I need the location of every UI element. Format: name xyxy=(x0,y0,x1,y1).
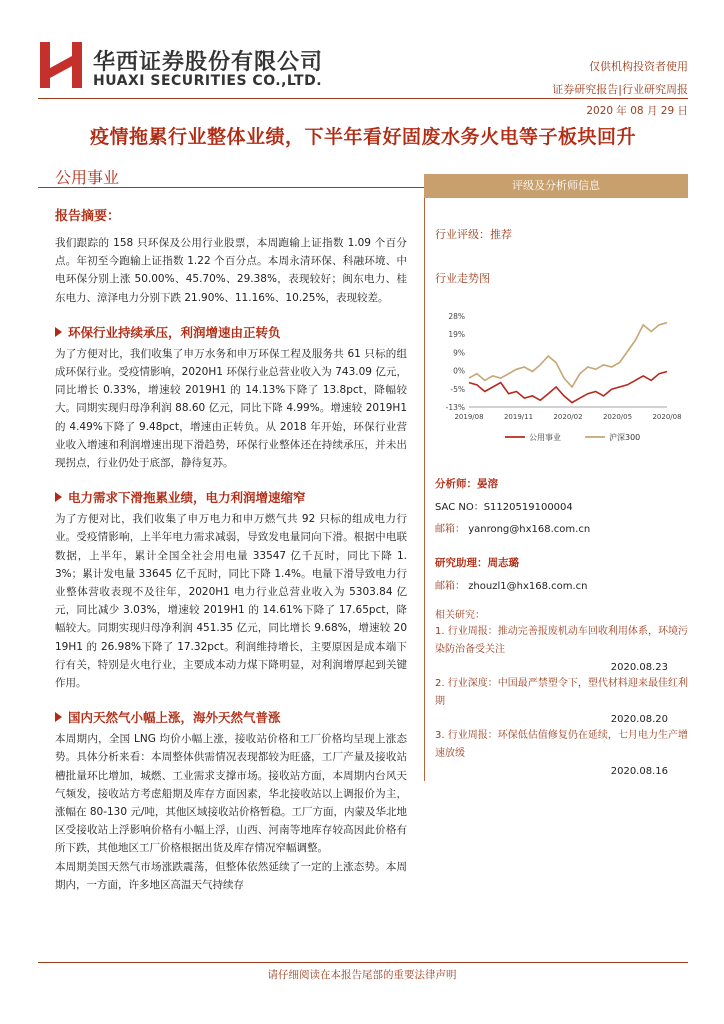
analyst-email[interactable]: yanrong@hx168.com.cn xyxy=(468,524,591,535)
sidebar xyxy=(424,174,688,781)
section-heading xyxy=(55,488,407,506)
y-tick-label: -13% xyxy=(445,403,465,412)
y-tick-label: -5% xyxy=(450,384,465,394)
related-item-date: 2020.08.20 xyxy=(610,714,668,725)
section-title-text: 国内天然气小幅上涨，海外天然气普涨 xyxy=(68,710,281,726)
y-tick-label: 19% xyxy=(448,330,465,340)
section-heading xyxy=(55,323,407,341)
summary-title: 报告摘要： xyxy=(55,209,121,224)
y-tick-label: 9% xyxy=(453,348,465,358)
analyst-email-row xyxy=(435,520,688,535)
related-item[interactable]: 2. 行业深度：中国最严禁塑令下，塑代材料迎来最佳红利期 xyxy=(435,678,688,707)
y-tick-label: 0% xyxy=(453,366,465,376)
rating-box xyxy=(424,174,688,458)
legend-label: 沪深300 xyxy=(609,433,641,442)
email-label: 邮箱： xyxy=(435,524,465,535)
x-tick-label: 2020/08 xyxy=(652,413,682,421)
report-date: 2020 年 08 月 29 日 xyxy=(586,105,688,117)
related-research-title: 相关研究： xyxy=(435,610,485,621)
section-body: 为了方便对比，我们收集了申万水务和申万环保工程及服务共 61 只标的组成环保行业。受疫情影响，2020H1 环保行业总营业收入为 743.09 亿元，同比增长 0.33%，增速较 2019H1 的 14.13%下降了 13.8pct，降幅较大。同期实现归母净利润 88.60 亿元，同比下降 4.99%。增速较 2019H1 的 4.49%下降了 9.48pct，增速由正转负。从 2018 年开始，环保行业营业收入增速和利润增速出现下滑趋势，环保行业整体还在持续承压，并未出现拐点，行业仍处于底部，静待复苏。 xyxy=(55,347,407,470)
footer-divider xyxy=(38,962,688,963)
related-item-date: 2020.08.16 xyxy=(610,766,668,777)
email-label: 邮箱： xyxy=(435,581,465,592)
header-divider xyxy=(38,98,688,99)
section-title-text: 电力需求下滑拖累业绩，电力利润增速缩窄 xyxy=(68,490,306,506)
assistant-email-row xyxy=(435,577,688,592)
report-type: 证券研究报告|行业研究周报 xyxy=(552,83,688,96)
legend-label: 公用事业 xyxy=(529,433,561,442)
section-title-text: 环保行业持续承压，利润增速由正转负 xyxy=(68,324,281,340)
audience-note: 仅供机构投资者使用 xyxy=(589,60,688,73)
summary-intro: 我们跟踪的 158 只环保及公用行业股票，本周跑输上证指数 1.09 个百分点。年初至今跑输上证指数 1.22 个百分点。本周永清环保、科融环境、中电环保分别上涨 50.00%、45.70%、29.38%，表现较好；闽东电力、桂东电力、漳泽电力分别下跌 21.90%、11.16%、10.25%，表现较差。 xyxy=(55,237,407,304)
assistant-name: 研究助理：周志璐 xyxy=(435,557,519,569)
trend-chart xyxy=(435,296,687,446)
x-tick-label: 2019/08 xyxy=(454,413,484,421)
related-item[interactable]: 1. 行业周报：推动完善报废机动车回收利用体系，环境污染防治备受关注 xyxy=(435,626,688,655)
related-item-date: 2020.08.23 xyxy=(610,662,668,673)
series-line-公用事业 xyxy=(469,372,667,403)
report-title: 疫情拖累行业整体业绩，下半年看好固废水务火电等子板块回升 xyxy=(89,126,636,148)
sector-name: 公用事业 xyxy=(55,168,120,187)
summary-column xyxy=(55,205,407,894)
rating-box-title: 评级及分析师信息 xyxy=(424,174,688,198)
section-heading xyxy=(55,708,407,726)
trend-chart-title: 行业走势图 xyxy=(435,272,490,285)
triangle-bullet-icon xyxy=(55,712,62,722)
legal-notice: 请仔细阅读在本报告尾部的重要法律声明 xyxy=(267,969,457,981)
section-body: 本周期内，全国 LNG 均价小幅上涨，接收站价格和工厂价格均呈现上涨态势。具体分析来看：本周整体供需情况表现都较为旺盛，工厂产量及接收站槽批量环比增加，城燃、工业需求支撑市场。接收站方面，本周期内台风天气频发，接收站方考虑船期及库存方面因素，华北接收站以上调报价为主，涨幅在 80-130 元/吨，其他区域接收站价格暂稳。工厂方面，内蒙及华北地区受接收站上浮影响价格有小幅上浮，山西、河南等地库存较高因此价格有所下跌，其他地区工厂价格根据出货及库存情况窄幅调整。 本周期美国天然气市场涨跌震荡，但整体依然延续了一定的上涨态势。本周期内，一方面，许多地区高温天气持续存 xyxy=(55,733,407,891)
section-body: 为了方便对比，我们收集了申万电力和申万燃气共 92 只标的组成电力行业。受疫情影响，上半年电力需求减弱，导致发电量同向下滑。根据中电联数据，上半年，累计全国全社会用电量 33547 亿千瓦时，同比下降 1.3%；累计发电量 33645 亿千瓦时，同比下降 1.4%。电量下滑导致电力行业整体营收表现不及往年，2020H1 电力行业总营业收入为 5303.84 亿元，同比减少 3.03%，增速较 2019H1 的 14.61%下降了 17.65pct，降幅较大。同期实现归母净利润 451.35 亿元，同比增长 9.68%，增速较 2019H1 的 26.98%下降了 17.32pct。利润维持增长，主要原因是成本端下行有关，特别是火电行业，主要成本动力煤下降明显，对利润增厚起到关键作用。 xyxy=(55,513,407,690)
x-tick-label: 2020/02 xyxy=(553,413,583,421)
company-name-en: HUAXI SECURITIES CO.,LTD. xyxy=(93,73,323,89)
assistant-email[interactable]: zhouzl1@hx168.com.cn xyxy=(468,581,588,592)
analyst-sac: SAC NO：S1120519100004 xyxy=(435,502,573,513)
series-line-沪深300 xyxy=(469,323,667,387)
industry-rating: 行业评级：推荐 xyxy=(435,228,512,241)
y-tick-label: 28% xyxy=(448,312,465,321)
related-item[interactable]: 3. 行业周报：环保低估值修复仍在延续，七月电力生产增速放缓 xyxy=(435,730,688,759)
x-tick-label: 2020/05 xyxy=(602,413,633,421)
huaxi-logo-icon xyxy=(40,42,82,88)
x-tick-label: 2019/11 xyxy=(503,413,534,421)
company-name-cn: 华西证券股份有限公司 xyxy=(93,50,324,75)
analyst-name: 分析师：晏溶 xyxy=(435,478,498,490)
analyst-box xyxy=(424,458,688,781)
triangle-bullet-icon xyxy=(55,327,62,337)
triangle-bullet-icon xyxy=(55,492,62,502)
